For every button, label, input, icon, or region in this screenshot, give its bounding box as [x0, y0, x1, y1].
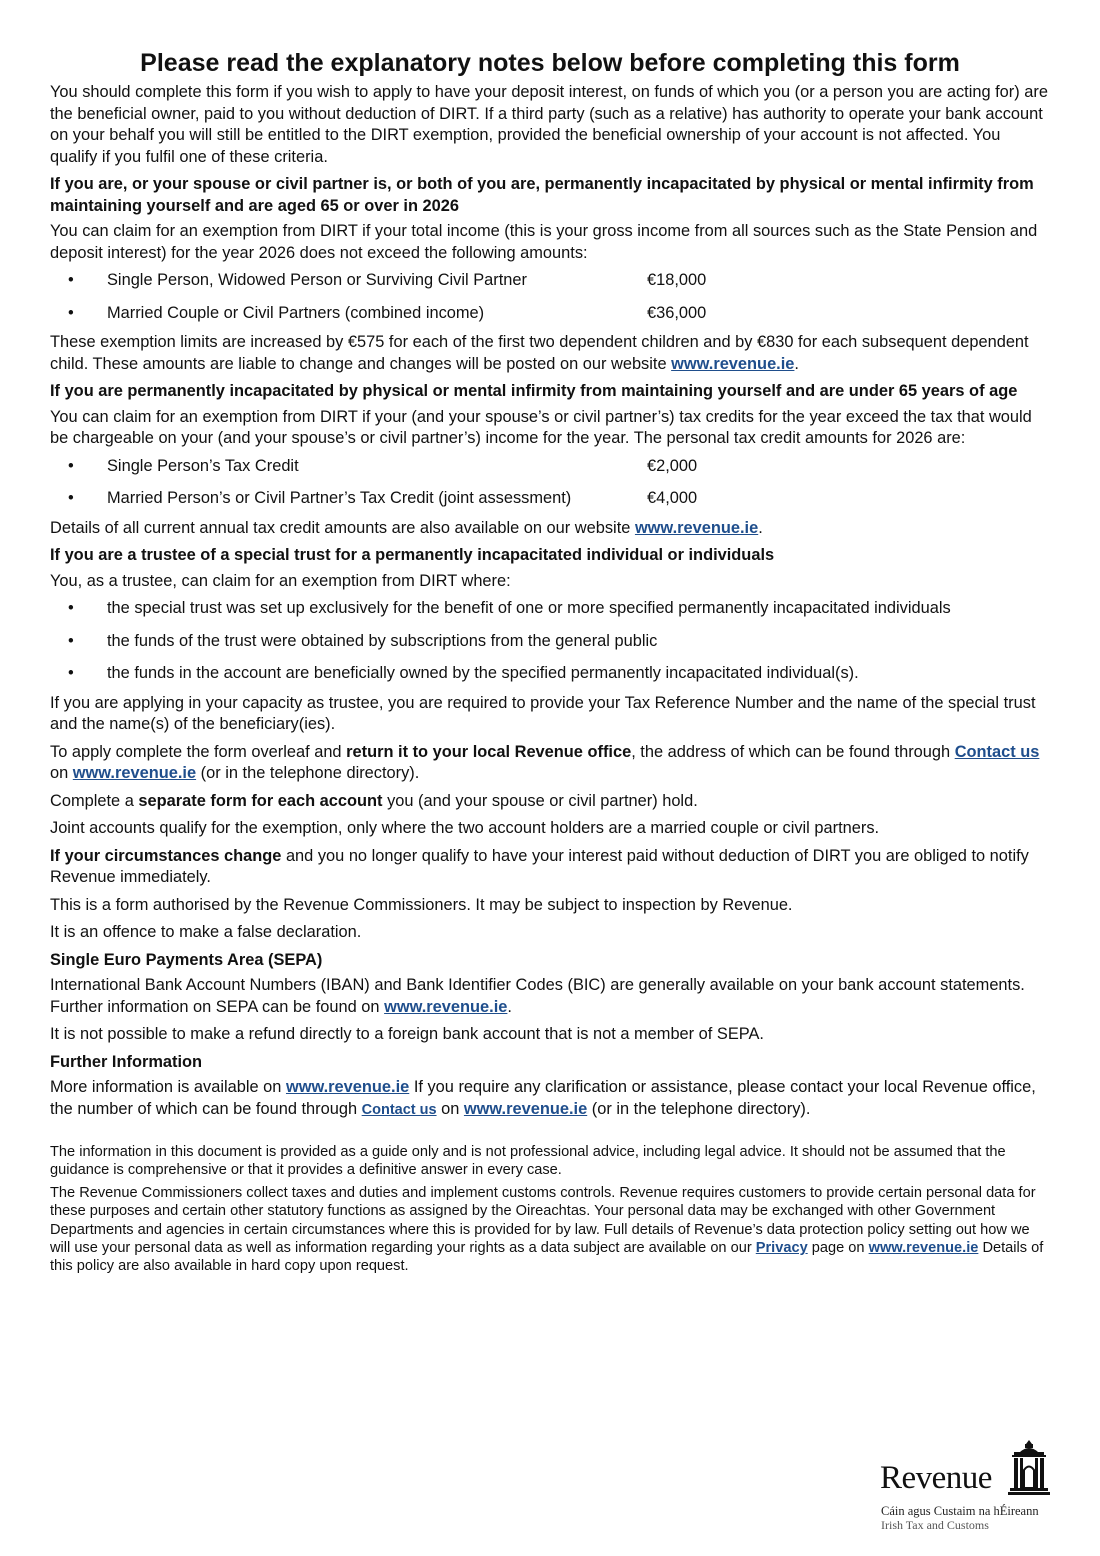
disclaimer: The information in this document is provided as a guide only and is not professional advice, including legal advice. It should not be assumed that the guidance is comprehensive or that it provides a definitive answer in every case.: [50, 1144, 1006, 1179]
section-trustee-heading: If you are a trustee of a special trust for a permanently incapacitated individual or individuals: [50, 546, 775, 564]
section-over-65-heading: If you are, or your spouse or civil partner is, or both of you are, permanently incapacitated by physical or mental infirmity from maintaining yourself and are aged 65 or over in 2026: [50, 175, 1034, 215]
further-info-text: More information is available on www.revenue.ie If you require any clarification or assistance, please contact your local Revenue office, the number of which can be found through Contact us on www.revenue.ie (or in the telephone directory).: [50, 1078, 1036, 1118]
section-under-65-heading: If you are permanently incapacitated by physical or mental infirmity from maintaining yourself and are under 65 years of age: [50, 382, 1018, 400]
privacy-notice: The Revenue Commissioners collect taxes and duties and implement customs controls. Revenue requires customers to provide certain personal data for these purposes and certain other statutory functions as assigned by the Oireachtas. Your personal data may be exchanged with other Government Departments and agencies in certain circumstances where this is provided for by law. Full details of Revenue’s data protection policy setting out how we will use your personal data as well as information regarding your rights as a data subject are available on our Privacy page on www.revenue.ie Details of this policy are also available in hard copy upon request.: [50, 1184, 1044, 1275]
joint-accounts-note: Joint accounts qualify for the exemption, only where the two account holders are a married couple or civil partners.: [50, 819, 880, 837]
list-item: [50, 456, 1050, 478]
false-declaration-note: It is an offence to make a false declaration.: [50, 923, 362, 941]
contact-us-link[interactable]: Contact us: [361, 1101, 437, 1118]
revenue-website-link[interactable]: www.revenue.ie: [463, 1099, 588, 1118]
tax-credit-details-note: Details of all current annual tax credit amounts are also available on our website www.revenue.ie.: [50, 518, 763, 537]
logo-english-tagline: Irish Tax and Customs: [881, 1518, 989, 1532]
list-item: • the funds of the trust were obtained by subscriptions from the general public: [50, 631, 1050, 653]
list-item: [50, 488, 1050, 510]
section-trustee-text: You, as a trustee, can claim for an exemption from DIRT where:: [50, 571, 511, 590]
contact-us-link[interactable]: Contact us: [954, 742, 1040, 761]
section-under-65-text: You can claim for an exemption from DIRT if your (and your spouse’s or civil partner’s) tax credits for the year exceed the tax that would be chargeable on your (and your spouse’s or civil partner’s) income for the year. The personal tax credit amounts for 2026 are:: [50, 407, 1032, 447]
income-limits-list: [50, 270, 1050, 324]
item-label: Single Person’s Tax Credit: [107, 456, 299, 475]
separate-form-note: Complete a separate form for each account you (and your spouse or civil partner) hold.: [50, 791, 698, 810]
intro-paragraph: You should complete this form if you wish to apply to have your deposit interest, on funds of which you (or a person you are acting for) are the beneficial owner, paid to you without deduction of DIRT. If a third party (such as a relative) has authority to operate your bank account on your behalf you will still be entitled to the DIRT exemption, provided the beneficial ownership of your account is not affected. You qualify if you fulfil one of these criteria.: [50, 83, 1048, 166]
list-item: • the funds in the account are beneficially owned by the specified permanently incapacitated individual(s).: [50, 663, 1050, 685]
item-amount: €36,000: [647, 303, 707, 322]
revenue-website-link[interactable]: www.revenue.ie: [72, 764, 197, 782]
section-over-65-text: You can claim for an exemption from DIRT if your total income (this is your gross income from all sources such as the State Pension and deposit interest) for the year 2026 does not exceed the following amounts:: [50, 222, 1038, 262]
list-item: [50, 303, 1050, 325]
explanatory-notes: [50, 48, 1050, 1280]
sepa-text: International Bank Account Numbers (IBAN) and Bank Identifier Codes (BIC) are generally available on your bank account statements. Further information on SEPA can be found on www.revenue.ie.: [50, 976, 1025, 1016]
authorised-form-note: This is a form authorised by the Revenue Commissioners. It may be subject to inspection by Revenue.: [50, 895, 793, 914]
circumstances-change-note: If your circumstances change and you no longer qualify to have your interest paid without deduction of DIRT you are obliged to notify Revenue immediately.: [50, 846, 1029, 886]
item-label: Married Couple or Civil Partners (combined income): [107, 303, 485, 322]
item-label: Single Person, Widowed Person or Surviving Civil Partner: [107, 271, 527, 289]
privacy-link[interactable]: Privacy: [755, 1240, 808, 1257]
revenue-website-link[interactable]: www.revenue.ie: [671, 354, 795, 373]
exemption-limits-note: These exemption limits are increased by €575 for each of the first two dependent children and by €830 for each subsequent dependent child. These amounts are liable to change and changes will be posted on our website www.revenue.ie.: [50, 333, 1029, 373]
revenue-logo: [880, 1438, 1060, 1532]
revenue-website-link[interactable]: www.revenue.ie: [285, 1078, 410, 1096]
page-title: Please read the explanatory notes below before completing this form: [140, 49, 960, 77]
sepa-refund-note: It is not possible to make a refund directly to a foreign bank account that is not a member of SEPA.: [50, 1025, 764, 1043]
further-info-heading: Further Information: [50, 1052, 203, 1071]
trustee-criteria-list: [50, 598, 1050, 685]
list-item: [50, 270, 1050, 292]
item-label: Married Person’s or Civil Partner’s Tax Credit (joint assessment): [107, 489, 572, 507]
logo-wordmark: Revenue: [880, 1460, 992, 1496]
item-amount: €4,000: [647, 489, 698, 507]
trustee-requirements: If you are applying in your capacity as trustee, you are required to provide your Tax Reference Number and the name of the special trust and the name(s) of the beneficiary(ies).: [50, 693, 1036, 733]
list-item: • the special trust was set up exclusively for the benefit of one or more specified permanently incapacitated individuals: [50, 598, 1050, 620]
revenue-website-link[interactable]: www.revenue.ie: [384, 997, 508, 1016]
sepa-heading: Single Euro Payments Area (SEPA): [50, 950, 323, 969]
item-amount: €2,000: [647, 456, 698, 475]
customs-house-icon: [1008, 1438, 1050, 1496]
how-to-apply: To apply complete the form overleaf and return it to your local Revenue office, the address of which can be found through Contact us on www.revenue.ie (or in the telephone directory).: [50, 742, 1040, 782]
item-amount: €18,000: [647, 271, 707, 289]
revenue-website-link[interactable]: www.revenue.ie: [634, 518, 759, 537]
logo-irish-tagline: Cáin agus Custaim na hÉireann: [881, 1504, 1039, 1518]
tax-credits-list: [50, 456, 1050, 510]
fine-print: [50, 1143, 1050, 1276]
revenue-website-link[interactable]: www.revenue.ie: [868, 1240, 979, 1257]
